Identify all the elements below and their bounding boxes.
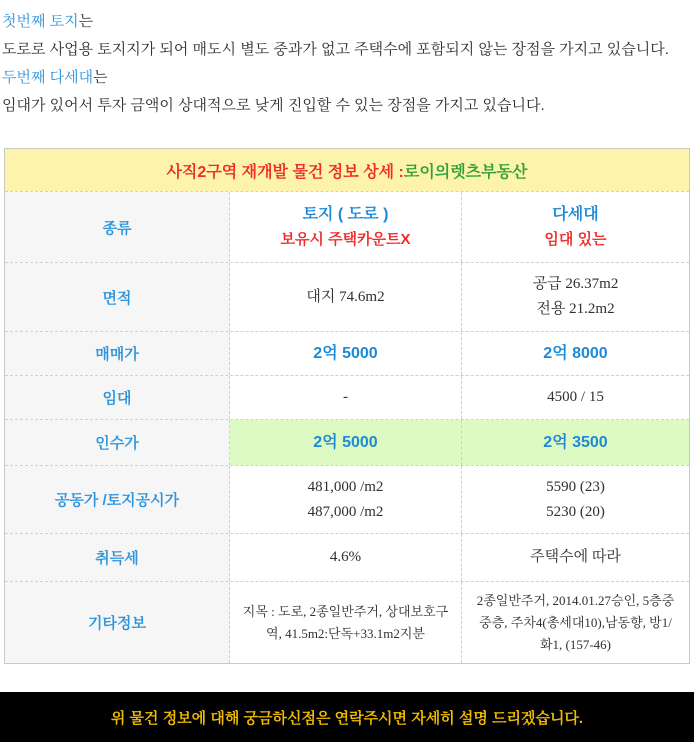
etc-land-value: 지목 : 도로, 2종일반주거, 상대보호구역, 41.5m2:단독+33.1m2지분: [242, 603, 449, 641]
lease-multi-value: 4500 / 15: [547, 389, 604, 405]
takeover-land-value: 2억 5000: [313, 434, 378, 451]
table-title-main: 사직2구역 재개발 물건 정보 상세 :: [166, 163, 404, 181]
row-tax-label-cell: [5, 534, 230, 581]
sale-land-value: 2억 5000: [313, 345, 378, 362]
row-takeover-label-cell: [5, 420, 230, 465]
area-multi-line2: 전용 21.2m2: [536, 301, 615, 317]
official-multi-line1: 5590 (23): [546, 478, 605, 495]
row-lease-multi-cell: [462, 376, 689, 419]
intro-line2-body: 임대가 있어서 투자 금액이 상대적으로 낮게 진입할 수 있는 장점을 가지고 있습니다.: [2, 97, 545, 114]
sale-multi-value: 2억 8000: [543, 345, 608, 362]
row-area-label-cell: [5, 263, 230, 331]
intro-line1-body: 도로로 사업용 토지지가 되어 매도시 별도 중과가 없고 주택수에 포함되지 않는 장점을 가지고 있습니다.: [2, 41, 669, 58]
row-sale-multi-cell: [462, 332, 689, 375]
row-type-multi-cell: [462, 192, 689, 262]
lease-land-value: -: [343, 389, 348, 405]
row-tax-label: 취득세: [95, 550, 139, 567]
table-row-acquisition-tax: [5, 533, 689, 581]
row-official-land-cell: [230, 466, 462, 533]
row-tax-multi-cell: [462, 534, 689, 581]
official-land-line2: 487,000 /m2: [307, 503, 384, 520]
row-lease-label: 임대: [102, 390, 132, 407]
type-land-line2: 보유시 주택카운트X: [280, 231, 411, 248]
table-row-official-price: [5, 465, 689, 533]
row-area-land-cell: [230, 263, 462, 331]
row-type-land-cell: [230, 192, 462, 262]
row-tax-land-cell: [230, 534, 462, 581]
type-multi-line2: 임대 있는: [544, 231, 607, 248]
row-area-label: 면적: [102, 289, 132, 307]
official-land-line1: 481,000 /m2: [307, 478, 384, 495]
row-etc-label: 기타정보: [88, 615, 146, 632]
property-info-table: [4, 148, 690, 664]
intro-line2-highlight: 두번째 다세대: [2, 69, 94, 86]
tax-land-value: 4.6%: [329, 549, 362, 565]
table-title-agency: 로이의렛츠부동산: [403, 163, 528, 181]
row-takeover-label: 인수가: [95, 435, 139, 452]
intro-line1-highlight: 첫번째 토지: [2, 13, 79, 30]
table-title: [5, 149, 689, 191]
row-etc-label-cell: [5, 582, 230, 663]
row-official-multi-cell: [462, 466, 689, 533]
intro-line1-suffix: 는: [78, 13, 94, 30]
type-multi-line1: 다세대: [552, 206, 599, 223]
intro-line2-suffix: 는: [93, 69, 108, 86]
row-official-label: 공동가 /토지공시가: [54, 492, 180, 509]
row-etc-land-cell: [230, 582, 462, 663]
row-area-multi-cell: [462, 263, 689, 331]
contact-banner: [0, 692, 694, 742]
row-lease-label-cell: [5, 376, 230, 419]
row-type-label: 종류: [102, 219, 132, 237]
row-sale-land-cell: [230, 332, 462, 375]
row-takeover-multi-cell: [462, 420, 689, 465]
table-row-lease: [5, 375, 689, 419]
intro-line1-title: [2, 8, 694, 36]
row-etc-multi-cell: [462, 582, 689, 663]
row-takeover-land-cell: [230, 420, 462, 465]
tax-multi-value: 주택수에 따라: [530, 549, 621, 565]
area-multi-line1: 공급 26.37m2: [532, 276, 619, 292]
etc-multi-value: 2종일반주거, 2014.01.27승인, 5층중 중층, 주차4(총세대10),남동향, 방1/화1, (157-46): [476, 592, 675, 652]
row-lease-land-cell: [230, 376, 462, 419]
row-type-label-cell: [5, 192, 230, 262]
contact-banner-text: 위 물건 정보에 대해 궁금하신점은 연락주시면 자세히 설명 드리겠습니다.: [110, 709, 584, 727]
type-land-line1: 토지 ( 도로 ): [302, 206, 389, 223]
table-row-area: [5, 262, 689, 331]
row-official-label-cell: [5, 466, 230, 533]
row-sale-label-cell: [5, 332, 230, 375]
intro-text: [0, 0, 694, 120]
intro-line2-title: [2, 64, 694, 92]
row-sale-label: 매매가: [95, 346, 139, 363]
table-row-etc-info: [5, 581, 689, 663]
area-land-value: 대지 74.6m2: [306, 288, 385, 305]
table-row-takeover-price: [5, 419, 689, 465]
table-row-sale-price: [5, 331, 689, 375]
official-multi-line2: 5230 (20): [546, 503, 605, 520]
table-row-type: [5, 191, 689, 262]
takeover-multi-value: 2억 3500: [543, 434, 608, 451]
